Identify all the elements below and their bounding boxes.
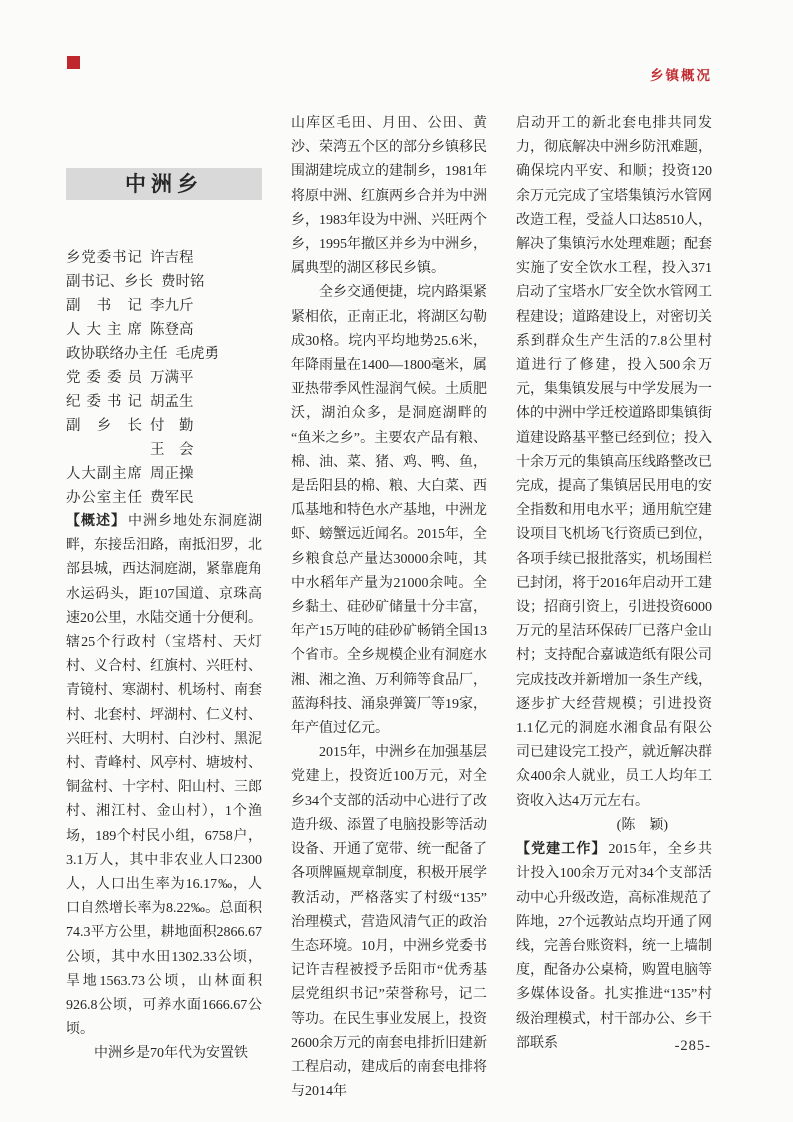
officials-list bbox=[66, 246, 262, 510]
official-role bbox=[66, 438, 142, 462]
economy-paragraph: 全乡交通便捷，垸内路渠紧紧相依，正南正北，将湖区勾勒成30格。垸内平均地势25.6米，年降雨量在1400—1800毫米，属亚热带季风性湿润气候。土质肥沃，湖泊众多，是洞庭湖畔的“鱼米之乡”。主要农产品有粮、棉、油、菜、猪、鸡、鸭、鱼，是岳阳县的棉、粮、大白菜、西瓜基地和特色水产基地，中洲龙虾、螃蟹远近闻名。2015年，全乡粮食总产量达30000余吨，其中水稻年产量为21000余吨。全乡黏土、硅砂矿储量十分丰富，年产15万吨的硅砂矿畅销全国13个省市。全乡规模企业有洞庭水湘、湘之渔、万利筛等食品厂，蓝海科技、涌泉弹簧厂等19家，年产值过亿元。 bbox=[291, 285, 487, 737]
official-row bbox=[66, 294, 262, 318]
header-section-label: 乡镇概况 bbox=[650, 68, 712, 83]
official-row bbox=[66, 246, 262, 270]
section-marker-icon bbox=[67, 56, 80, 69]
history-paragraph-start: 中洲乡是70年代为安置铁 bbox=[94, 1046, 248, 1062]
official-role: 副书记 bbox=[66, 298, 142, 314]
official-row bbox=[66, 414, 262, 438]
official-role: 人大主席 bbox=[66, 322, 142, 338]
official-name: 付 勤 bbox=[150, 418, 194, 434]
official-name: 胡孟生 bbox=[150, 394, 194, 410]
official-row bbox=[66, 366, 262, 390]
official-name: 费军民 bbox=[150, 490, 194, 506]
overview-entry bbox=[66, 510, 262, 1042]
article-title: 中洲乡 bbox=[66, 168, 262, 200]
party-building-entry-label: 【党建工作】 bbox=[516, 842, 607, 858]
official-role: 政协联络办主任 bbox=[66, 346, 168, 362]
official-row bbox=[66, 462, 262, 486]
column-2 bbox=[291, 112, 487, 1104]
page-number: -285- bbox=[674, 1038, 711, 1054]
official-role: 副书记、乡长 bbox=[66, 274, 153, 290]
official-name: 费时铭 bbox=[161, 274, 205, 290]
official-name: 万满平 bbox=[150, 370, 194, 386]
official-name: 许吉程 bbox=[150, 250, 194, 266]
party-building-entry-text: 2015年，全乡共计投入100余万元对34个支部活动中心升级改造，高标准规范了阵地，27个远教站点均开通了网线，完善台账资料，统一上墙制度，配备办公桌椅，购置电脑等多媒体设备。扎实推进“135”村级治理模式，村干部办公、乡干部联系 bbox=[516, 842, 713, 1051]
column-1 bbox=[66, 112, 262, 1104]
official-row bbox=[66, 318, 262, 342]
official-name: 陈登高 bbox=[150, 322, 194, 338]
official-row bbox=[66, 270, 262, 294]
official-role: 人大副主席 bbox=[66, 466, 142, 482]
official-role: 办公室主任 bbox=[66, 490, 142, 506]
party-building-entry bbox=[516, 838, 712, 1056]
official-row bbox=[66, 438, 262, 462]
official-role: 党委委员 bbox=[66, 370, 142, 386]
official-name: 毛虎勇 bbox=[175, 346, 219, 362]
official-row bbox=[66, 342, 262, 366]
official-role: 纪委书记 bbox=[66, 394, 142, 410]
party-2015-paragraph-start: 2015年，中洲乡在加强基层党建上，投资近100万元，对全乡34个支部的活动中心进行了改造升级、添置了电脑投影等活动设备、开通了宽带、统一配备了各项牌匾规章制度，积极开展学教活动，严格落实了村级“135”治理模式，营造风清气正的政治生态环境。10月，中洲乡党委书记许吉程被授予岳阳市“优秀基层党组织书记”荣誉称号，记二等功。在民生事业发展上，投资2600余万元的南套电排折旧建新工程启动，建成后的南套电排将与2014年 bbox=[291, 745, 487, 1100]
overview-entry-label: 【概述】 bbox=[66, 514, 126, 529]
overview-entry-text: 中洲乡地处东洞庭湖畔，东接岳汨路，南抵汨罗，北部县城，西达洞庭湖，紧靠鹿角水运码头，距107国道、京珠高速20公里，水陆交通十分便利。辖25个行政村（宝塔村、天灯村、义合村、红旗村、兴旺村、青镜村、寒湖村、机场村、南套村、北套村、坪湖村、仁义村、兴旺村、大明村、白沙村、黑泥村、青峰村、风亭村、塘坡村、铜盆村、十字村、阳山村、三郎村、湘江村、金山村），1个渔场，189个村民小组，6758户，3.1万人，其中非农业人口2300人，人口出生率为16.17‰，人口自然增长率为8.22‰。总面积74.3平方公里，耕地面积2866.67公顷，其中水田1302.33公顷，旱地1563.73公顷，山林面积926.8公顷，可养水面1666.67公顷。 bbox=[66, 514, 262, 1038]
official-name: 李九斤 bbox=[150, 298, 194, 314]
official-role: 副乡长 bbox=[66, 418, 142, 434]
history-paragraph-continued: 山库区毛田、月田、公田、黄沙、荣湾五个区的部分乡镇移民围湖建垸成立的建制乡，1981年将原中洲、红旗两乡合并为中洲乡，1983年设为中洲、兴旺两个乡，1995年撤区并乡为中洲乡，属典型的湖区移民乡镇。 bbox=[291, 116, 487, 277]
article-columns bbox=[66, 112, 712, 1104]
official-row bbox=[66, 486, 262, 510]
official-name: 王 会 bbox=[150, 442, 194, 458]
column-3 bbox=[516, 112, 712, 1104]
author-byline: (陈 颖) bbox=[616, 817, 668, 833]
party-2015-paragraph-continued: 启动开工的新北套电排共同发力，彻底解决中洲乡防汛难题，确保垸内平安、和顺；投资120余万元完成了宝塔集镇污水管网改造工程，受益人口达8510人，解决了集镇污水处理难题；配套实施了安全饮水工程，投入371启动了宝塔水厂安全饮水管网工程建设；道路建设上，对密切关系到群众生产生活的7.8公里村道进行了修建，投入500余万元，集集镇发展与中学发展为一体的中洲中学迁校道路即集镇街道建设路基平整已经到位；投入十余万元的集镇高压线路整改已完成，提高了集镇居民用电的安全指数和用电水平；通用航空建设项目飞机场飞行资质已到位，各项手续已报批落实，机场围栏已封闭，将于2016年启动开工建设；招商引资上，引进投资6000万元的星洁环保砖厂已落户金山村；支持配合嘉诚造纸有限公司完成技改并新增加一条生产线，逐步扩大经营规模；引进投资1.1亿元的洞庭水湘食品有限公司已建设完工投产，就近解决群众400余人就业，员工人均年工资收入达4万元左右。 bbox=[516, 116, 712, 809]
official-role: 乡党委书记 bbox=[66, 250, 142, 266]
official-name: 周正操 bbox=[150, 466, 194, 482]
official-row bbox=[66, 390, 262, 414]
